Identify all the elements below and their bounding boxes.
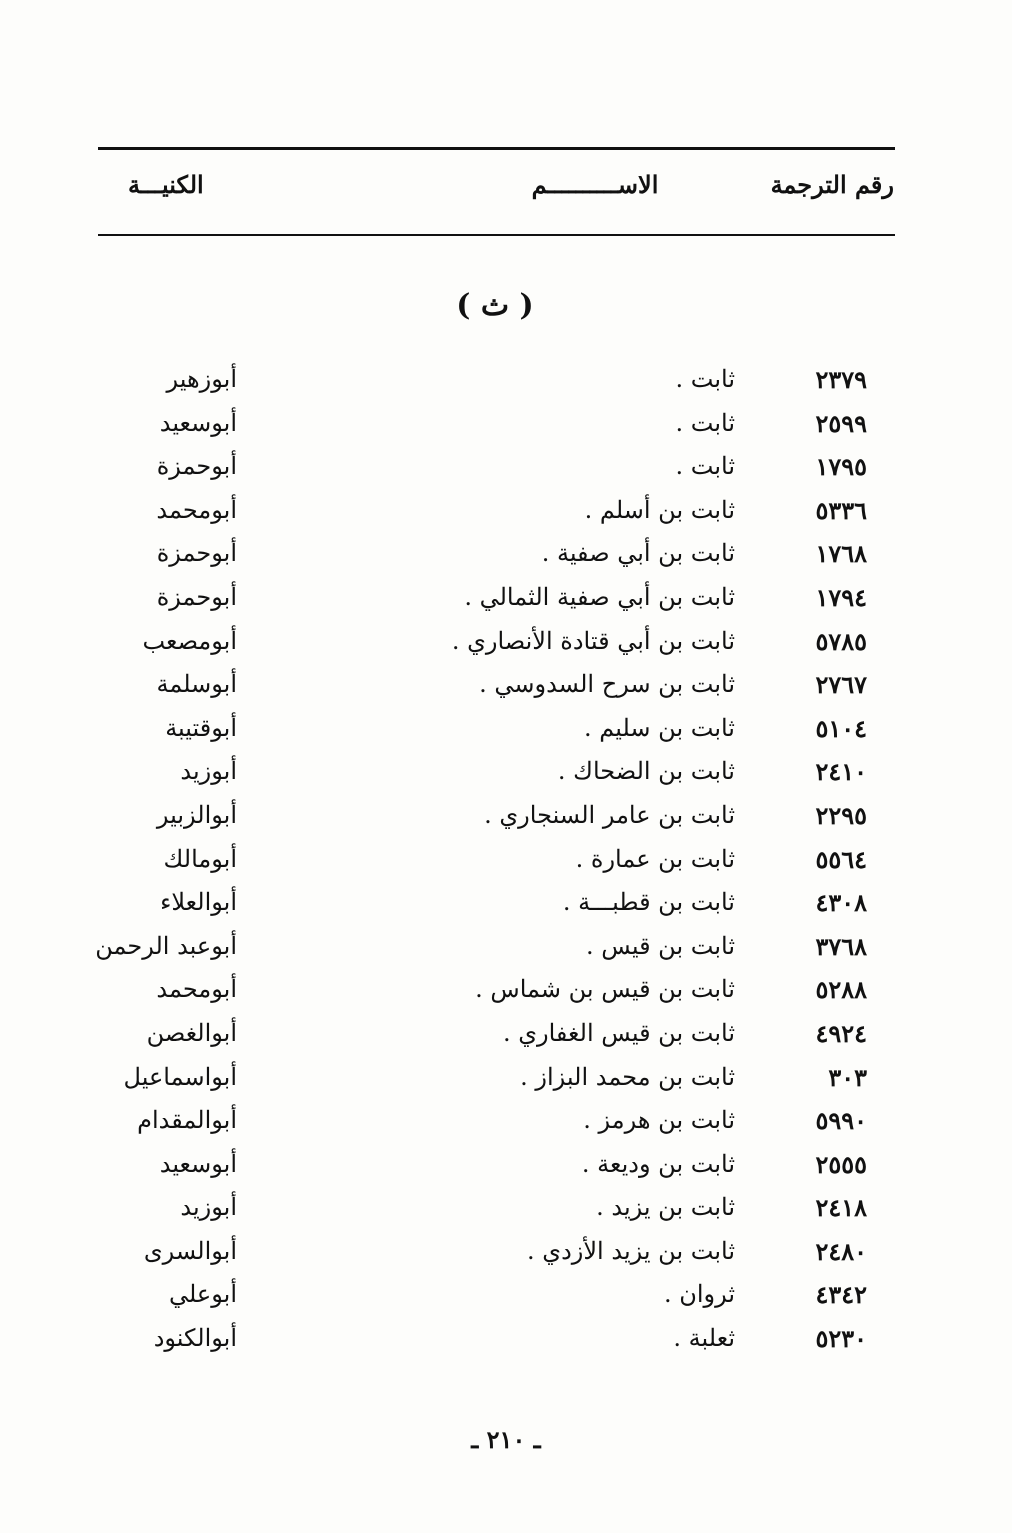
list-item xyxy=(98,1193,895,1237)
entry-name: ثابت بن أبي قتادة الأنصاري . xyxy=(451,626,735,655)
entry-name: ثابت بن محمد البزاز . xyxy=(520,1062,735,1091)
entry-kunya: أبوعلي xyxy=(168,1280,237,1309)
list-item xyxy=(98,452,895,496)
page-number: ـ ٢١٠ ـ xyxy=(471,1425,541,1454)
column-header-kunya: الكنيـــة xyxy=(128,170,204,199)
entry-kunya: أبومحمد xyxy=(156,975,237,1004)
entry-kunya: أبومالك xyxy=(163,844,237,873)
entry-number: ٤٩٢٤ xyxy=(815,1018,867,1048)
entry-name: ثابت بن قيس بن شماس . xyxy=(475,975,735,1004)
list-item xyxy=(98,1324,895,1368)
entry-number: ٣٧٦٨ xyxy=(815,931,867,961)
entry-number: ٥٧٨٥ xyxy=(815,626,867,656)
entry-name: ثابت بن أسلم . xyxy=(584,495,735,524)
entry-name: ثابت بن يزيد الأزدي . xyxy=(527,1236,735,1265)
entry-kunya: أبوزيد xyxy=(180,757,237,786)
entry-kunya: أبوعبد الرحمن xyxy=(95,931,237,960)
list-item xyxy=(98,670,895,714)
entry-name: ثابت بن هرمز . xyxy=(583,1106,735,1135)
entry-kunya: أبوسعيد xyxy=(159,1149,237,1178)
entry-name: ثروان . xyxy=(663,1280,735,1309)
list-item xyxy=(98,496,895,540)
entry-name: ثابت بن عامر السنجاري . xyxy=(484,800,735,829)
entry-number: ١٧٩٤ xyxy=(815,582,867,612)
entry-kunya: أبوحمزة xyxy=(156,539,237,568)
entry-kunya: أبوالمقدام xyxy=(137,1106,237,1135)
header-bottom-rule xyxy=(98,234,895,236)
entry-kunya: أبومصعب xyxy=(142,626,237,655)
entry-name: ثابت بن سرح السدوسي . xyxy=(479,670,735,699)
entry-number: ٢٢٩٥ xyxy=(815,800,867,830)
entry-number: ٥٥٦٤ xyxy=(815,844,867,874)
entry-name: ثابت بن أبي صفية الثمالي . xyxy=(464,582,735,611)
entry-name: ثابت . xyxy=(675,408,735,437)
entry-number: ١٧٩٥ xyxy=(815,452,867,482)
list-item xyxy=(98,365,895,409)
entry-name: ثابت بن عمارة . xyxy=(575,844,735,873)
list-item xyxy=(98,1106,895,1150)
column-header-number: رقم الترجمة xyxy=(770,170,894,199)
entry-number: ٤٣٠٨ xyxy=(815,888,867,918)
entry-number: ٢٥٩٩ xyxy=(815,408,867,438)
column-header-name: الاســــــــــم xyxy=(531,170,659,199)
entry-name: ثابت بن قطبـــة . xyxy=(562,888,735,917)
entry-kunya: أبوزيد xyxy=(180,1193,237,1222)
entry-name: ثابت بن قيس الغفاري . xyxy=(502,1018,735,1047)
entry-name: ثابت بن قيس . xyxy=(585,931,735,960)
entry-kunya: أبوحمزة xyxy=(156,582,237,611)
list-item xyxy=(98,975,895,1019)
entry-kunya: أبوسلمة xyxy=(156,670,237,699)
entry-kunya: أبوقتيبة xyxy=(165,713,237,742)
list-item xyxy=(98,627,895,671)
entry-number: ٢٤١٠ xyxy=(815,757,867,787)
list-item xyxy=(95,931,895,976)
list-item xyxy=(98,539,895,583)
list-item xyxy=(98,714,895,758)
entry-kunya: أبوالسرى xyxy=(143,1236,237,1265)
list-item xyxy=(98,888,895,932)
entry-number: ٥٣٣٦ xyxy=(815,495,867,525)
header-top-rule xyxy=(98,147,895,150)
entry-number: ٢٤٨٠ xyxy=(815,1236,867,1266)
entry-number: ١٧٦٨ xyxy=(815,539,867,569)
entry-kunya: أبومحمد xyxy=(156,495,237,524)
entry-kunya: أبواسماعيل xyxy=(123,1062,237,1091)
entry-name: ثابت بن أبي صفية . xyxy=(541,539,735,568)
entry-number: ٢٣٧٩ xyxy=(815,365,867,394)
entry-number: ٢٥٥٥ xyxy=(815,1149,867,1179)
list-item xyxy=(98,1150,895,1194)
entry-number: ٣٠٣ xyxy=(828,1062,867,1092)
list-item xyxy=(98,801,895,845)
entry-kunya: أبوحمزة xyxy=(156,452,237,481)
entry-name: ثابت بن وديعة . xyxy=(581,1149,735,1178)
list-item xyxy=(98,845,895,889)
entry-number: ٥١٠٤ xyxy=(815,713,867,743)
entry-name: ثابت . xyxy=(675,365,735,393)
entry-kunya: أبوالغصن xyxy=(146,1018,237,1047)
entry-number: ٤٣٤٢ xyxy=(815,1280,867,1310)
entry-kunya: أبوسعيد xyxy=(159,408,237,437)
list-item xyxy=(98,1019,895,1063)
entry-kunya: أبوالكنود xyxy=(153,1324,237,1353)
entry-kunya: أبوالعلاء xyxy=(160,888,237,917)
list-item xyxy=(98,757,895,801)
list-item xyxy=(98,409,895,453)
entry-kunya: أبوالزبير xyxy=(156,800,237,829)
entry-number: ٥٩٩٠ xyxy=(815,1106,867,1136)
entry-name: ثابت بن الضحاك . xyxy=(557,757,735,786)
list-item xyxy=(98,1280,895,1324)
list-item xyxy=(98,583,895,627)
entry-number: ٢٤١٨ xyxy=(815,1193,867,1223)
entry-number: ٢٧٦٧ xyxy=(815,670,867,700)
entries-list xyxy=(95,365,895,1368)
list-item xyxy=(98,1063,895,1107)
entry-name: ثابت بن يزيد . xyxy=(596,1193,735,1222)
entry-name: ثعلبة . xyxy=(673,1324,735,1353)
entry-number: ٥٢٨٨ xyxy=(815,975,867,1005)
entry-name: ثابت . xyxy=(675,452,735,481)
list-item xyxy=(98,1237,895,1281)
entry-name: ثابت بن سليم . xyxy=(584,713,735,742)
entry-number: ٥٢٣٠ xyxy=(815,1324,867,1354)
entry-kunya: أبوزهير xyxy=(166,365,237,393)
section-letter-heading: ( ث ) xyxy=(456,288,534,323)
